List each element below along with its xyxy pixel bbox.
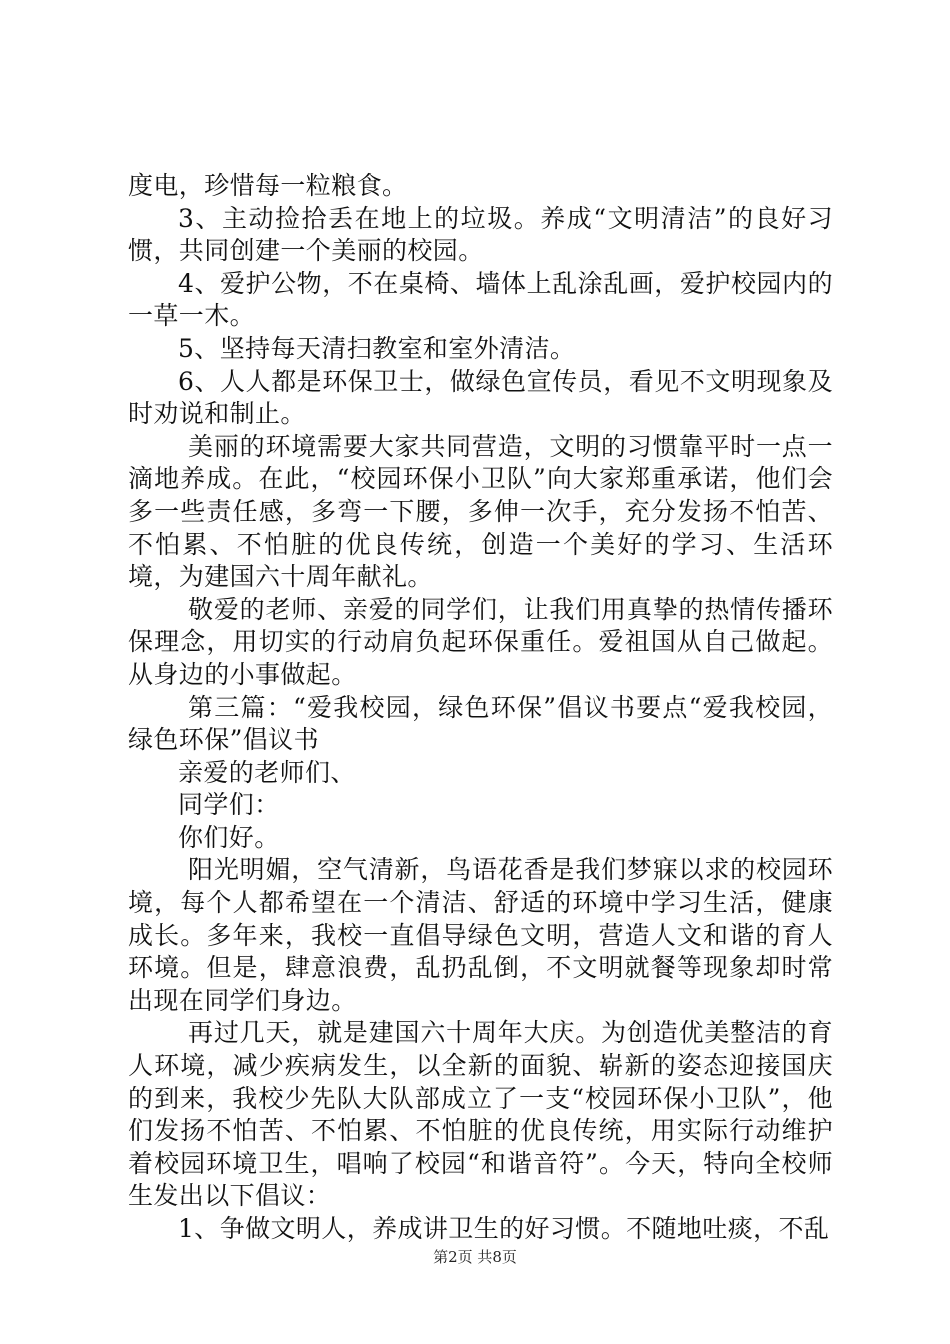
- paragraph-item-5: 5、坚持每天清扫教室和室外清洁。: [178, 333, 576, 363]
- paragraph-continuation: 度电，珍惜每一粒粮食。: [128, 171, 408, 200]
- paragraph-item-4: 4、爱护公物，不在桌椅、墙体上乱涂乱画，爱护校园内的一草一木。: [128, 268, 833, 331]
- section-heading: 第三篇：“爱我校园，绿色环保”倡议书要点“爱我校园，绿色环保”倡议书: [128, 692, 833, 755]
- paragraph-background: 再过几天，就是建国六十周年大庆。为创造优美整洁的育人环境，减少疾病发生，以全新的面貌、崭新的姿态迎接国庆的到来，我校少先队大队部成立了一支“校园环保小卫队”，他们发扬不怕苦、不怕累、不怕脏的优良传统，用实际行动维护着校园环境卫生，唱响了校园“和谐音符”。今天，特向全校师生发出以下倡议：: [128, 1018, 833, 1211]
- paragraph-intro: 阳光明媚，空气清新，鸟语花香是我们梦寐以求的校园环境，每个人都希望在一个清洁、舒适的环境中学习生活，健康成长。多年来，我校一直倡导绿色文明，营造人文和谐的育人环境。但是，肆意浪费，乱扔乱倒，不文明就餐等现象却时常出现在同学们身边。: [128, 855, 833, 1015]
- paragraph-closing-appeal: 敬爱的老师、亲爱的同学们，让我们用真挚的热情传播环保理念，用切实的行动肩负起环保重任。爱祖国从自己做起。从身边的小事做起。: [128, 594, 833, 689]
- paragraph-item-1: 1、争做文明人，养成讲卫生的好习惯。不随地吐痰，不乱: [178, 1214, 830, 1243]
- greeting: 你们好。: [178, 822, 280, 852]
- paragraph-item-3: 3、主动捡拾丢在地上的垃圾。养成“文明清洁”的良好习惯，共同创建一个美丽的校园。: [128, 203, 833, 266]
- document-body: [128, 170, 833, 1246]
- salutation-teachers: 亲爱的老师们、: [178, 757, 356, 787]
- salutation-students: 同学们：: [178, 790, 280, 820]
- paragraph-commitment: 美丽的环境需要大家共同营造，文明的习惯靠平时一点一滴地养成。在此，“校园环保小卫队”向大家郑重承诺，他们会多一些责任感，多弯一下腰，多伸一次手，充分发扬不怕苦、不怕累、不怕脏的优良传统，创造一个美好的学习、生活环境，为建国六十周年献礼。: [128, 431, 833, 592]
- paragraph-item-6: 6、人人都是环保卫士，做绿色宣传员，看见不文明现象及时劝说和制止。: [128, 366, 833, 429]
- page-number-footer: 第2页 共8页: [433, 1248, 517, 1266]
